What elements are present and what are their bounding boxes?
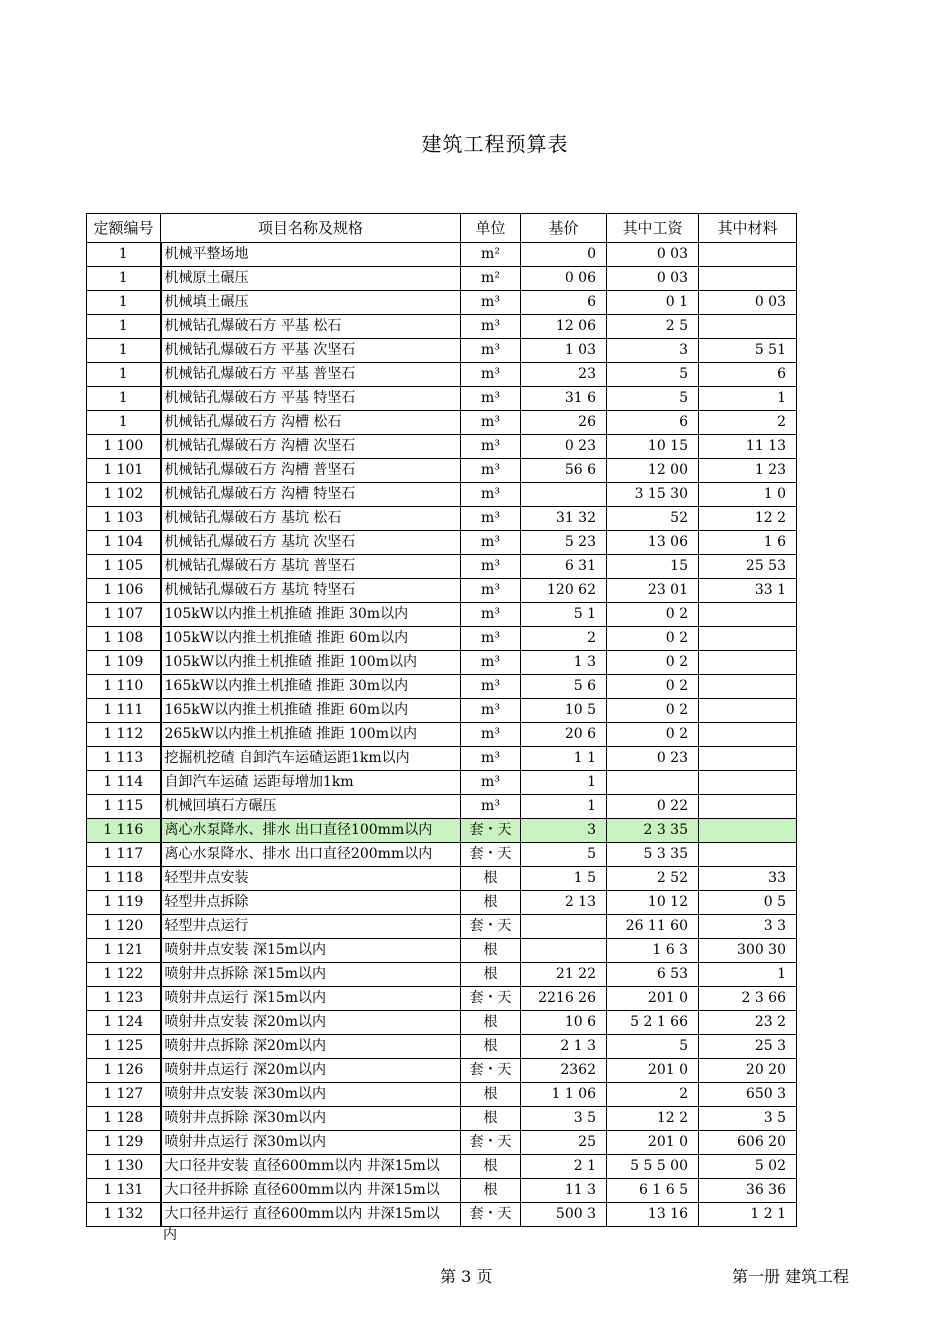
- row-name: 165kW以内推土机推碴 推距 30m以内: [161, 675, 461, 699]
- row-base-price: 5 23: [521, 531, 607, 555]
- row-material: [699, 627, 797, 651]
- row-wage: 5: [607, 387, 699, 411]
- row-wage: 0 2: [607, 699, 699, 723]
- row-code: 1 121: [87, 939, 161, 963]
- row-name: 机械钻孔爆破石方 基坑 次坚石: [161, 531, 461, 555]
- row-name: 机械填土碾压: [161, 291, 461, 315]
- table-row: [87, 771, 797, 795]
- row-wage: 12 2: [607, 1107, 699, 1131]
- row-unit: m³: [461, 531, 521, 555]
- row-unit: 根: [461, 1011, 521, 1035]
- row-base-price: [521, 483, 607, 507]
- row-unit: 套・天: [461, 819, 521, 843]
- row-wage: 0 2: [607, 675, 699, 699]
- row-code: 1 103: [87, 507, 161, 531]
- row-material: [699, 267, 797, 291]
- table-row: [87, 531, 797, 555]
- row-wage: 0 1: [607, 291, 699, 315]
- row-name: 机械回填石方碾压: [161, 795, 461, 819]
- row-unit: 根: [461, 1035, 521, 1059]
- row-wage: 23 01: [607, 579, 699, 603]
- row-base-price: 1: [521, 771, 607, 795]
- row-base-price: 0 06: [521, 267, 607, 291]
- row-code: 1 117: [87, 843, 161, 867]
- row-code: 1 114: [87, 771, 161, 795]
- row-material: 3 5: [699, 1107, 797, 1131]
- row-material: 5 51: [699, 339, 797, 363]
- row-base-price: 5 6: [521, 675, 607, 699]
- row-material: [699, 795, 797, 819]
- row-base-price: 1 1: [521, 747, 607, 771]
- table-row: [87, 243, 797, 267]
- row-wage: 26 11 60: [607, 915, 699, 939]
- row-unit: m³: [461, 363, 521, 387]
- row-unit: 根: [461, 1083, 521, 1107]
- row-wage: 201 0: [607, 1131, 699, 1155]
- row-wage: 5 2 1 66: [607, 1011, 699, 1035]
- row-name: 大口径井运行 直径600mm以内 井深15m以: [161, 1203, 461, 1227]
- row-wage: 10 12: [607, 891, 699, 915]
- row-code: 1: [87, 267, 161, 291]
- row-material: 25 53: [699, 555, 797, 579]
- table-row: [87, 891, 797, 915]
- row-name: 喷射井点拆除 深15m以内: [161, 963, 461, 987]
- row-base-price: 23: [521, 363, 607, 387]
- row-name: 机械钻孔爆破石方 沟槽 特坚石: [161, 483, 461, 507]
- table-row: [87, 387, 797, 411]
- row-wage: 6 1 6 5: [607, 1179, 699, 1203]
- header-name: 项目名称及规格: [161, 214, 461, 243]
- row-material: 33: [699, 867, 797, 891]
- table-row: [87, 747, 797, 771]
- row-material: [699, 747, 797, 771]
- row-name: 机械钻孔爆破石方 沟槽 松石: [161, 411, 461, 435]
- row-code: 1: [87, 387, 161, 411]
- row-material: [699, 603, 797, 627]
- table-row: [87, 915, 797, 939]
- table-row: [87, 819, 797, 843]
- row-material: [699, 651, 797, 675]
- row-name: 105kW以内推土机推碴 推距 100m以内: [161, 651, 461, 675]
- row-name: 机械钻孔爆破石方 沟槽 普坚石: [161, 459, 461, 483]
- row-base-price: 10 6: [521, 1011, 607, 1035]
- row-unit: m³: [461, 747, 521, 771]
- row-material: 2: [699, 411, 797, 435]
- row-base-price: 5: [521, 843, 607, 867]
- row-unit: m³: [461, 435, 521, 459]
- row-material: 300 30: [699, 939, 797, 963]
- table-row: [87, 555, 797, 579]
- row-wage: 6 53: [607, 963, 699, 987]
- row-base-price: 1 3: [521, 651, 607, 675]
- row-material: 11 13: [699, 435, 797, 459]
- row-unit: m²: [461, 243, 521, 267]
- row-unit: m³: [461, 771, 521, 795]
- row-code: 1 108: [87, 627, 161, 651]
- row-name: 165kW以内推土机推碴 推距 60m以内: [161, 699, 461, 723]
- row-unit: m³: [461, 483, 521, 507]
- row-unit: 根: [461, 963, 521, 987]
- row-wage: 0 2: [607, 603, 699, 627]
- row-unit: m³: [461, 507, 521, 531]
- table-row: [87, 651, 797, 675]
- row-code: 1 124: [87, 1011, 161, 1035]
- row-name: 自卸汽车运碴 运距每增加1km: [161, 771, 461, 795]
- table-row: [87, 867, 797, 891]
- row-unit: 套・天: [461, 1203, 521, 1227]
- row-base-price: 1 5: [521, 867, 607, 891]
- row-unit: 根: [461, 891, 521, 915]
- table-row: [87, 1107, 797, 1131]
- row-base-price: 1 03: [521, 339, 607, 363]
- row-code: 1 111: [87, 699, 161, 723]
- row-name: 喷射井点安装 深15m以内: [161, 939, 461, 963]
- table-row: [87, 459, 797, 483]
- row-name: 轻型井点拆除: [161, 891, 461, 915]
- row-name: 大口径井拆除 直径600mm以内 井深15m以: [161, 1179, 461, 1203]
- table-row: [87, 939, 797, 963]
- row-unit: m³: [461, 675, 521, 699]
- row-code: 1 104: [87, 531, 161, 555]
- row-base-price: 1 1 06: [521, 1083, 607, 1107]
- row-name: 喷射井点运行 深15m以内: [161, 987, 461, 1011]
- row-name: 机械原土碾压: [161, 267, 461, 291]
- overflow-text: 内: [163, 1227, 177, 1243]
- row-unit: m³: [461, 699, 521, 723]
- row-material: [699, 675, 797, 699]
- row-name: 轻型井点运行: [161, 915, 461, 939]
- row-base-price: 12 06: [521, 315, 607, 339]
- page-number: 第 3 页: [440, 1267, 493, 1286]
- row-unit: m³: [461, 723, 521, 747]
- row-base-price: 21 22: [521, 963, 607, 987]
- row-code: 1 113: [87, 747, 161, 771]
- row-material: 23 2: [699, 1011, 797, 1035]
- row-base-price: 31 32: [521, 507, 607, 531]
- row-material: [699, 819, 797, 843]
- table-row: [87, 339, 797, 363]
- row-wage: 0 2: [607, 627, 699, 651]
- row-wage: 1 6 3: [607, 939, 699, 963]
- row-name: 机械平整场地: [161, 243, 461, 267]
- row-material: [699, 843, 797, 867]
- row-unit: 套・天: [461, 1059, 521, 1083]
- table-row: [87, 1155, 797, 1179]
- row-code: 1 126: [87, 1059, 161, 1083]
- table-row: [87, 699, 797, 723]
- row-base-price: 6 31: [521, 555, 607, 579]
- row-code: 1: [87, 291, 161, 315]
- row-material: 1: [699, 387, 797, 411]
- row-code: 1 119: [87, 891, 161, 915]
- row-unit: m²: [461, 267, 521, 291]
- row-unit: 套・天: [461, 1131, 521, 1155]
- row-unit: m³: [461, 795, 521, 819]
- row-name: 大口径井安装 直径600mm以内 井深15m以: [161, 1155, 461, 1179]
- row-wage: 0 2: [607, 723, 699, 747]
- row-name: 机械钻孔爆破石方 平基 松石: [161, 315, 461, 339]
- table-row: [87, 1131, 797, 1155]
- row-code: 1 131: [87, 1179, 161, 1203]
- row-unit: 根: [461, 867, 521, 891]
- row-unit: 根: [461, 1155, 521, 1179]
- table-row: [87, 987, 797, 1011]
- row-code: 1 120: [87, 915, 161, 939]
- row-base-price: [521, 915, 607, 939]
- row-code: 1 101: [87, 459, 161, 483]
- row-wage: 5 5 5 00: [607, 1155, 699, 1179]
- row-name: 喷射井点安装 深30m以内: [161, 1083, 461, 1107]
- row-material: 1 23: [699, 459, 797, 483]
- row-base-price: 2362: [521, 1059, 607, 1083]
- row-code: 1: [87, 315, 161, 339]
- row-name: 265kW以内推土机推碴 推距 100m以内: [161, 723, 461, 747]
- row-wage: 201 0: [607, 987, 699, 1011]
- row-material: 1 2 1: [699, 1203, 797, 1227]
- budget-table: [86, 213, 797, 1227]
- row-name: 喷射井点运行 深20m以内: [161, 1059, 461, 1083]
- row-unit: m³: [461, 411, 521, 435]
- row-base-price: 5 1: [521, 603, 607, 627]
- row-wage: 2 5: [607, 315, 699, 339]
- row-wage: 2: [607, 1083, 699, 1107]
- table-header-row: [87, 214, 797, 243]
- row-unit: m³: [461, 459, 521, 483]
- row-name: 机械钻孔爆破石方 基坑 特坚石: [161, 579, 461, 603]
- row-wage: 5 3 35: [607, 843, 699, 867]
- page-title: 建筑工程预算表: [421, 132, 569, 156]
- row-base-price: 0: [521, 243, 607, 267]
- table-row: [87, 1203, 797, 1227]
- row-base-price: 0 23: [521, 435, 607, 459]
- row-unit: m³: [461, 603, 521, 627]
- row-wage: 0 23: [607, 747, 699, 771]
- row-wage: 13 16: [607, 1203, 699, 1227]
- row-wage: 6: [607, 411, 699, 435]
- row-code: 1 100: [87, 435, 161, 459]
- row-wage: 0 2: [607, 651, 699, 675]
- row-material: 20 20: [699, 1059, 797, 1083]
- header-material: 其中材料: [699, 214, 797, 243]
- row-code: 1 116: [87, 819, 161, 843]
- row-material: 0 03: [699, 291, 797, 315]
- row-base-price: 3: [521, 819, 607, 843]
- row-name: 喷射井点运行 深30m以内: [161, 1131, 461, 1155]
- row-material: [699, 771, 797, 795]
- row-wage: 5: [607, 363, 699, 387]
- row-wage: 2 3 35: [607, 819, 699, 843]
- row-name: 离心水泵降水、排水 出口直径200mm以内: [161, 843, 461, 867]
- row-unit: 套・天: [461, 843, 521, 867]
- header-base-price: 基价: [521, 214, 607, 243]
- row-base-price: 120 62: [521, 579, 607, 603]
- row-base-price: 2: [521, 627, 607, 651]
- row-code: 1 109: [87, 651, 161, 675]
- row-code: 1 123: [87, 987, 161, 1011]
- table-row: [87, 435, 797, 459]
- row-name: 轻型井点安装: [161, 867, 461, 891]
- row-wage: 3 15 30: [607, 483, 699, 507]
- row-code: 1 115: [87, 795, 161, 819]
- row-name: 机械钻孔爆破石方 基坑 普坚石: [161, 555, 461, 579]
- table-row: [87, 1035, 797, 1059]
- table-row: [87, 507, 797, 531]
- table-row: [87, 675, 797, 699]
- row-material: [699, 315, 797, 339]
- row-wage: 3: [607, 339, 699, 363]
- row-wage: 5: [607, 1035, 699, 1059]
- row-base-price: 2 1: [521, 1155, 607, 1179]
- row-base-price: 20 6: [521, 723, 607, 747]
- row-wage: 0 03: [607, 243, 699, 267]
- row-material: 25 3: [699, 1035, 797, 1059]
- table-row: [87, 627, 797, 651]
- row-material: 1 0: [699, 483, 797, 507]
- row-unit: m³: [461, 339, 521, 363]
- row-name: 喷射井点安装 深20m以内: [161, 1011, 461, 1035]
- row-wage: 13 06: [607, 531, 699, 555]
- row-unit: m³: [461, 579, 521, 603]
- table-row: [87, 723, 797, 747]
- row-base-price: 2 13: [521, 891, 607, 915]
- row-material: 3 3: [699, 915, 797, 939]
- row-material: 6: [699, 363, 797, 387]
- row-base-price: 2216 26: [521, 987, 607, 1011]
- row-code: 1 128: [87, 1107, 161, 1131]
- row-wage: 2 52: [607, 867, 699, 891]
- row-wage: 201 0: [607, 1059, 699, 1083]
- row-code: 1 129: [87, 1131, 161, 1155]
- row-wage: [607, 771, 699, 795]
- book-title: 第一册 建筑工程: [732, 1267, 850, 1286]
- row-code: 1: [87, 243, 161, 267]
- row-name: 喷射井点拆除 深30m以内: [161, 1107, 461, 1131]
- row-base-price: 56 6: [521, 459, 607, 483]
- row-code: 1 112: [87, 723, 161, 747]
- row-material: 2 3 66: [699, 987, 797, 1011]
- table-row: [87, 483, 797, 507]
- row-name: 离心水泵降水、排水 出口直径100mm以内: [161, 819, 461, 843]
- header-code: 定额编号: [87, 214, 161, 243]
- row-material: 0 5: [699, 891, 797, 915]
- row-name: 机械钻孔爆破石方 沟槽 次坚石: [161, 435, 461, 459]
- row-code: 1 122: [87, 963, 161, 987]
- row-wage: 0 03: [607, 267, 699, 291]
- row-wage: 0 22: [607, 795, 699, 819]
- row-code: 1 107: [87, 603, 161, 627]
- row-base-price: [521, 939, 607, 963]
- table-row: [87, 411, 797, 435]
- row-code: 1 110: [87, 675, 161, 699]
- row-unit: m³: [461, 555, 521, 579]
- row-code: 1 106: [87, 579, 161, 603]
- row-base-price: 25: [521, 1131, 607, 1155]
- row-material: 1 6: [699, 531, 797, 555]
- row-name: 105kW以内推土机推碴 推距 60m以内: [161, 627, 461, 651]
- row-material: 606 20: [699, 1131, 797, 1155]
- table-row: [87, 579, 797, 603]
- table-row: [87, 291, 797, 315]
- row-material: [699, 243, 797, 267]
- row-code: 1: [87, 363, 161, 387]
- row-wage: 52: [607, 507, 699, 531]
- row-base-price: 10 5: [521, 699, 607, 723]
- row-base-price: 3 5: [521, 1107, 607, 1131]
- row-code: 1 127: [87, 1083, 161, 1107]
- row-name: 挖掘机挖碴 自卸汽车运碴运距1km以内: [161, 747, 461, 771]
- row-unit: 套・天: [461, 915, 521, 939]
- table-row: [87, 795, 797, 819]
- row-code: 1 105: [87, 555, 161, 579]
- table-row: [87, 1059, 797, 1083]
- row-material: [699, 723, 797, 747]
- row-code: 1: [87, 411, 161, 435]
- row-material: 33 1: [699, 579, 797, 603]
- row-wage: 12 00: [607, 459, 699, 483]
- row-base-price: 1: [521, 795, 607, 819]
- row-base-price: 26: [521, 411, 607, 435]
- table-row: [87, 963, 797, 987]
- row-code: 1 118: [87, 867, 161, 891]
- row-base-price: 2 1 3: [521, 1035, 607, 1059]
- header-unit: 单位: [461, 214, 521, 243]
- row-wage: 15: [607, 555, 699, 579]
- row-unit: 套・天: [461, 987, 521, 1011]
- table-row: [87, 1083, 797, 1107]
- row-name: 105kW以内推土机推碴 推距 30m以内: [161, 603, 461, 627]
- row-base-price: 31 6: [521, 387, 607, 411]
- table-row: [87, 267, 797, 291]
- row-code: 1 130: [87, 1155, 161, 1179]
- table-row: [87, 603, 797, 627]
- table-row: [87, 315, 797, 339]
- row-unit: 根: [461, 1179, 521, 1203]
- row-base-price: 11 3: [521, 1179, 607, 1203]
- row-code: 1: [87, 339, 161, 363]
- table-row: [87, 843, 797, 867]
- row-unit: m³: [461, 627, 521, 651]
- row-wage: 10 15: [607, 435, 699, 459]
- row-name: 机械钻孔爆破石方 平基 特坚石: [161, 387, 461, 411]
- table-row: [87, 1011, 797, 1035]
- row-base-price: 6: [521, 291, 607, 315]
- row-unit: m³: [461, 315, 521, 339]
- row-code: 1 102: [87, 483, 161, 507]
- row-base-price: 500 3: [521, 1203, 607, 1227]
- row-material: 5 02: [699, 1155, 797, 1179]
- row-material: 36 36: [699, 1179, 797, 1203]
- row-name: 机械钻孔爆破石方 基坑 松石: [161, 507, 461, 531]
- row-code: 1 125: [87, 1035, 161, 1059]
- table-row: [87, 1179, 797, 1203]
- row-unit: m³: [461, 387, 521, 411]
- row-name: 机械钻孔爆破石方 平基 次坚石: [161, 339, 461, 363]
- row-code: 1 132: [87, 1203, 161, 1227]
- header-wage: 其中工资: [607, 214, 699, 243]
- table-row: [87, 363, 797, 387]
- row-material: 1: [699, 963, 797, 987]
- row-unit: m³: [461, 291, 521, 315]
- row-material: 12 2: [699, 507, 797, 531]
- row-unit: 根: [461, 1107, 521, 1131]
- row-material: 650 3: [699, 1083, 797, 1107]
- row-material: [699, 699, 797, 723]
- row-unit: m³: [461, 651, 521, 675]
- row-name: 喷射井点拆除 深20m以内: [161, 1035, 461, 1059]
- row-unit: 根: [461, 939, 521, 963]
- row-name: 机械钻孔爆破石方 平基 普坚石: [161, 363, 461, 387]
